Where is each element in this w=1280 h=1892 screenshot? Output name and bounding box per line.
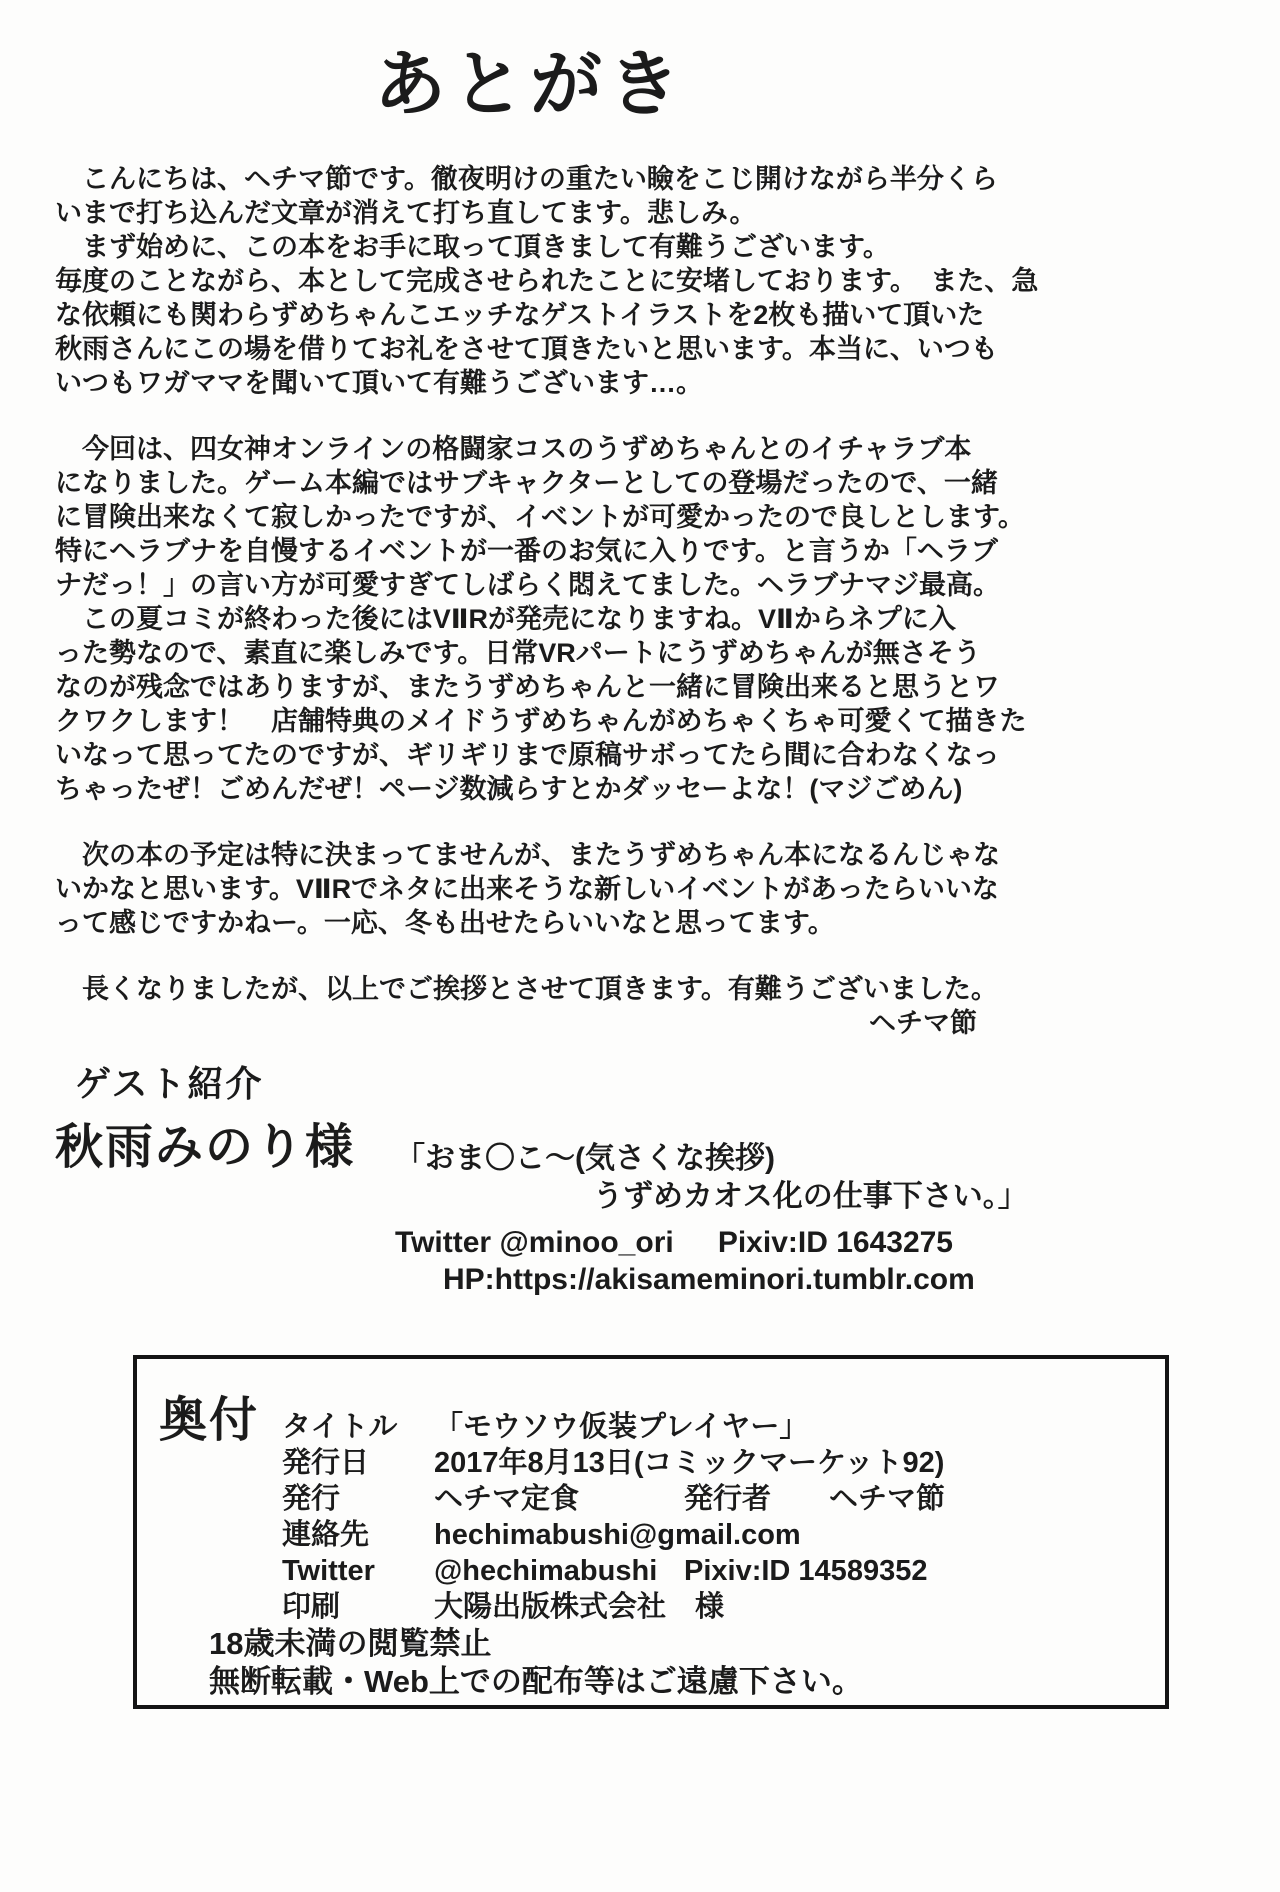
colophon-rows (282, 1409, 945, 1625)
body-line: いかなと思います。VⅡRでネタに出来そうな新しいイベントがあったらいいな (55, 874, 999, 904)
body-line: 次の本の予定は特に決まってませんが、またうずめちゃん本になるんじゃな (55, 840, 1000, 870)
body-line: いまで打ち込んだ文章が消えて打ち直してます。悲しみ。 (55, 198, 757, 228)
body-line: な依頼にも関わらずめちゃんこエッチなゲストイラストを2枚も描いて頂いた (55, 300, 985, 330)
body-paragraph (55, 432, 1055, 806)
guest-quote-line: うずめカオス化の仕事下さい。」 (593, 1180, 1028, 1213)
body-line: 秋雨さんにこの場を借りてお礼をさせて頂きたいと思います。本当に、いつも (55, 334, 998, 364)
colophon-box (133, 1355, 1169, 1709)
body-line: 特にヘラブナを自慢するイベントが一番のお気に入りです。と言うか「ヘラブ (55, 536, 998, 566)
body-line: クワクします！ 店舗特典のメイドうずめちゃんがめちゃくちゃ可愛くて描きた (55, 706, 1027, 736)
colophon-row-printer (282, 1589, 945, 1625)
colophon-value: @hechimabushi (434, 1555, 658, 1587)
colophon-label: タイトル (282, 1411, 398, 1443)
colophon-row-twitter (282, 1553, 945, 1589)
colophon-row-publisher (282, 1481, 945, 1517)
body-line: なのが残念ではありますが、またうずめちゃんと一緒に冒険出来ると思うとワ (55, 672, 1000, 702)
colophon-row-contact (282, 1517, 945, 1553)
guest-twitter-handle: Twitter @minoo_ori (395, 1226, 674, 1259)
afterword-body (55, 162, 1055, 1040)
body-line: って感じですかねー。一応、冬も出せたらいいなと思ってます。 (55, 908, 835, 938)
closing-line: 長くなりましたが、以上でご挨拶とさせて頂きます。有難うございました。 (55, 974, 998, 1004)
guest-section-heading: ゲスト紹介 (75, 1063, 264, 1104)
author-signature: ヘチマ節 (869, 1008, 977, 1038)
colophon-label: 発行 (282, 1483, 341, 1515)
body-line: この夏コミが終わった後にはVⅡRが発売になりますね。VⅡからネプに入 (55, 604, 956, 634)
colophon-label: 発行日 (282, 1447, 370, 1479)
colophon-label: Twitter (282, 1555, 375, 1587)
body-line: ナだっ！」の言い方が可愛すぎてしばらく悶えてました。ヘラブナマジ最高。 (55, 570, 1000, 600)
colophon-notices (209, 1625, 863, 1701)
body-line: 毎度のことながら、本として完成させられたことに安堵しております。 また、急 (55, 266, 1039, 296)
colophon-value: 2017年8月13日(コミックマーケット92) (434, 1447, 945, 1479)
colophon-extra: Pixiv:ID 14589352 (684, 1555, 928, 1587)
colophon-extra: 発行者 ヘチマ節 (684, 1483, 946, 1515)
colophon-value: 「モウソウ仮装プレイヤー」 (434, 1411, 809, 1443)
guest-homepage-url: HP:https://akisameminori.tumblr.com (443, 1263, 975, 1296)
reprint-prohibition-notice: 無断転載・Web上での配布等はご遠慮下さい。 (209, 1664, 863, 1699)
body-line: に冒険出来なくて寂しかったですが、イベントが可愛かったので良しとします。 (55, 502, 1025, 532)
colophon-value: 大陽出版株式会社 様 (434, 1591, 725, 1623)
body-line: こんにちは、ヘチマ節です。徹夜明けの重たい瞼をこじ開けながら半分くら (55, 164, 998, 194)
guest-quote-line: 「おま〇こ～(気さくな挨拶) (395, 1142, 775, 1175)
colophon-row-date (282, 1445, 945, 1481)
age-restriction-notice: 18歳未満の閲覧禁止 (209, 1626, 492, 1661)
guest-pixiv-id: Pixiv:ID 1643275 (717, 1226, 953, 1259)
colophon-label: 連絡先 (282, 1519, 370, 1551)
colophon-row-title (282, 1409, 945, 1445)
guest-quote (395, 1140, 1028, 1216)
page-title: あとがき (373, 45, 686, 125)
body-paragraph (55, 838, 1055, 940)
body-line: いつもワガママを聞いて頂いて有難うございます…。 (55, 368, 703, 398)
guest-contact-row (395, 1226, 953, 1260)
body-line: まず始めに、この本をお手に取って頂きまして有難うございます。 (55, 232, 890, 262)
colophon-heading: 奥付 (159, 1394, 260, 1447)
colophon-label: 印刷 (282, 1591, 341, 1623)
body-line: になりました。ゲーム本編ではサブキャクターとしての登場だったので、一緒 (55, 468, 998, 498)
body-line: いなって思ってたのですが、ギリギリまで原稿サボってたら間に合わなくなっ (55, 740, 1000, 770)
colophon-value: hechimabushi@gmail.com (434, 1519, 801, 1551)
guest-artist-name: 秋雨みのり様 (55, 1121, 356, 1174)
body-line: った勢なので、素直に楽しみです。日常VRパートにうずめちゃんが無さそう (55, 638, 981, 668)
body-line: 今回は、四女神オンラインの格闘家コスのうずめちゃんとのイチャラブ本 (55, 434, 972, 464)
body-line: ちゃったぜ！ごめんだぜ！ページ数減らすとかダッセーよな！(マジごめん) (55, 774, 963, 804)
colophon-value: ヘチマ定食 (434, 1483, 580, 1515)
body-paragraph (55, 162, 1055, 400)
